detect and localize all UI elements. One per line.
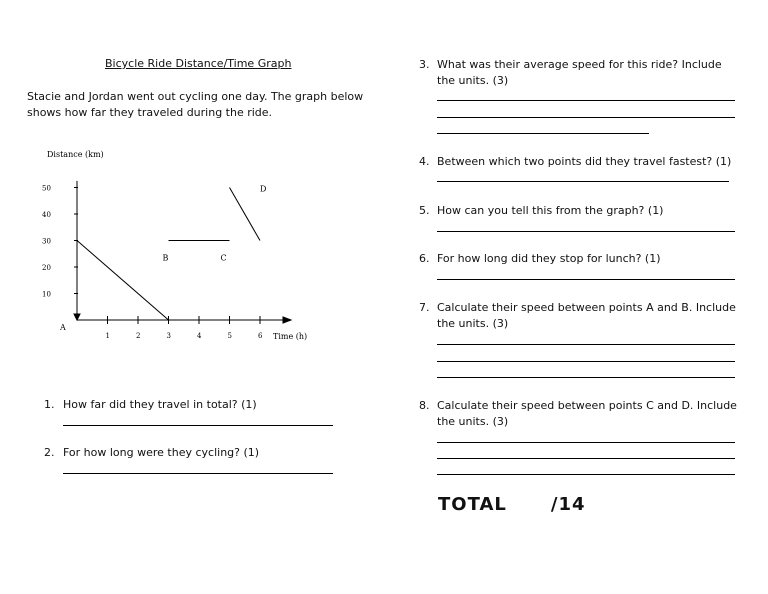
graph-segment-ab: [77, 241, 169, 321]
question-text: What was their average speed for this ride? Include the units. (3): [437, 58, 722, 87]
x-tick-label: 1: [105, 332, 110, 340]
y-tick-label: 40: [42, 211, 51, 219]
answer-line[interactable]: [437, 279, 735, 280]
answer-line[interactable]: [437, 100, 735, 101]
x-tick-label: 4: [197, 332, 202, 340]
question-number: 5.: [419, 204, 430, 217]
y-axis-arrow: [74, 314, 80, 320]
question-text: Between which two points did they travel fastest? (1): [437, 155, 732, 168]
total-marks: /14: [550, 494, 586, 515]
answer-line[interactable]: [437, 361, 735, 362]
total-score: [438, 494, 586, 515]
x-tick-label: 2: [136, 332, 141, 340]
y-axis-label: Distance (km): [47, 150, 104, 159]
answer-line[interactable]: [437, 458, 735, 459]
question-number: 2.: [44, 446, 55, 459]
y-tick-label: 20: [42, 264, 51, 272]
question-text: How can you tell this from the graph? (1): [437, 204, 664, 217]
question-number: 1.: [44, 398, 55, 411]
y-tick-label: 50: [42, 184, 51, 193]
answer-line[interactable]: [437, 377, 735, 378]
y-tick-label: 10: [42, 290, 51, 299]
question-number: 7.: [419, 301, 430, 314]
x-axis-arrow: [283, 317, 291, 323]
x-tick-label: 3: [166, 332, 171, 340]
question-text: Calculate their speed between points C and D. Include the units. (3): [437, 399, 737, 428]
question-number: 3.: [419, 58, 430, 71]
x-tick-label: 6: [258, 332, 263, 340]
answer-line[interactable]: [437, 117, 735, 118]
point-label-a: A: [60, 323, 66, 332]
question-number: 8.: [419, 399, 430, 412]
worksheet-title: Bicycle Ride Distance/Time Graph: [105, 57, 292, 70]
point-label-d: D: [260, 184, 267, 194]
answer-line[interactable]: [437, 231, 735, 232]
answer-line[interactable]: [437, 181, 729, 182]
question-text: For how long were they cycling? (1): [63, 446, 260, 459]
x-tick-label: 5: [227, 332, 232, 340]
answer-line[interactable]: [437, 442, 735, 443]
y-tick-label: 30: [42, 237, 51, 246]
answer-line[interactable]: [437, 474, 735, 475]
answer-line[interactable]: [63, 473, 333, 474]
point-label-c: C: [220, 253, 227, 263]
question-text: How far did they travel in total? (1): [63, 398, 257, 411]
x-axis-label: Time (h): [273, 332, 308, 341]
question-text: Calculate their speed between points A and B. Include the units. (3): [437, 301, 736, 330]
intro-text: Stacie and Jordan went out cycling one day. The graph below shows how far they traveled during the ride.: [27, 90, 364, 119]
question-number: 6.: [419, 252, 430, 265]
graph-segment-cd: [230, 188, 261, 241]
total-label: TOTAL: [438, 494, 507, 515]
answer-line[interactable]: [63, 425, 333, 426]
answer-line[interactable]: [437, 133, 649, 134]
question-number: 4.: [419, 155, 430, 168]
answer-line[interactable]: [437, 344, 735, 345]
point-label-b: B: [162, 253, 169, 263]
question-text: For how long did they stop for lunch? (1): [437, 252, 661, 265]
